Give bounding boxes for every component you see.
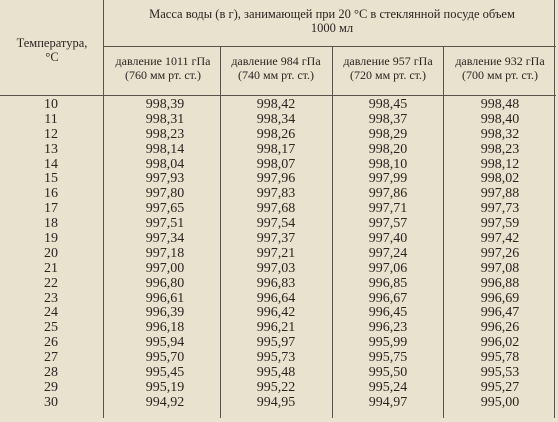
mass-value-cell: 998,31 — [145, 111, 185, 127]
mass-value-cell: 997,40 — [368, 231, 408, 247]
mass-value-cell: 995,19 — [145, 379, 185, 395]
mass-value-cell: 997,42 — [480, 231, 520, 247]
mass-value-cell: 996,23 — [368, 320, 408, 336]
table-row — [0, 112, 556, 127]
mass-value-cell: 997,93 — [145, 171, 185, 187]
temperature-cell: 18 — [44, 216, 58, 232]
temperature-cell: 13 — [44, 141, 58, 157]
mass-value-cell: 995,24 — [368, 379, 408, 395]
mass-value-cell: 998,07 — [256, 156, 296, 172]
table-row — [0, 157, 556, 172]
temperature-cell: 25 — [44, 320, 58, 336]
mass-value-cell: 996,02 — [480, 335, 520, 351]
mass-value-cell: 995,75 — [368, 350, 408, 366]
mass-value-cell: 997,65 — [145, 201, 185, 217]
mass-value-cell: 998,14 — [145, 141, 185, 157]
mass-value-cell: 998,23 — [145, 126, 185, 142]
pressure-header-1 — [106, 54, 220, 82]
mass-value-cell: 998,32 — [480, 126, 520, 142]
mass-value-cell: 997,21 — [256, 245, 296, 261]
mass-value-cell: 998,12 — [480, 156, 520, 172]
pressure-header-2-value: давление 984 гПа — [231, 54, 321, 68]
mass-value-cell: 996,85 — [368, 275, 408, 291]
temperature-cell: 16 — [44, 186, 58, 202]
pressure-header-4-value: давление 932 гПа — [455, 54, 545, 68]
temperature-cell: 22 — [44, 275, 58, 291]
mass-value-cell: 997,18 — [145, 245, 185, 261]
table-row — [0, 261, 556, 276]
mass-value-cell: 998,34 — [256, 111, 296, 127]
pressure-header-3-value: давление 957 гПа — [343, 54, 433, 68]
mass-value-cell: 998,10 — [368, 156, 408, 172]
mass-value-cell: 995,27 — [480, 379, 520, 395]
temperature-cell: 15 — [44, 171, 58, 187]
temperature-header-unit: °C — [45, 50, 59, 64]
table-header — [0, 0, 556, 96]
mass-value-cell: 998,04 — [145, 156, 185, 172]
mass-value-cell: 995,73 — [256, 350, 296, 366]
mass-value-cell: 997,59 — [480, 216, 520, 232]
mass-value-cell: 998,26 — [256, 126, 296, 142]
pressure-header-1-mmhg: (760 мм рт. ст.) — [124, 68, 202, 82]
temperature-cell: 26 — [44, 335, 58, 351]
mass-value-cell: 995,50 — [368, 365, 408, 381]
table-row — [0, 291, 556, 306]
mass-value-cell: 998,40 — [480, 111, 520, 127]
mass-value-cell: 996,45 — [368, 305, 408, 321]
mass-value-cell: 997,96 — [256, 171, 296, 187]
table-row — [0, 216, 556, 231]
pressure-header-2-mmhg: (740 мм рт. ст.) — [237, 68, 315, 82]
pressure-header-2 — [220, 54, 332, 82]
table-row — [0, 142, 556, 157]
mass-value-cell: 998,02 — [480, 171, 520, 187]
temperature-header — [2, 36, 102, 64]
mass-value-cell: 997,08 — [480, 260, 520, 276]
mass-value-cell: 997,68 — [256, 201, 296, 217]
table-row — [0, 395, 556, 410]
temperature-cell: 14 — [44, 156, 58, 172]
temperature-cell: 29 — [44, 379, 58, 395]
mass-header-line2: 1000 мл — [310, 21, 354, 35]
mass-header-line1: Масса воды (в г), занимающей при 20 °С в стеклянной посуде объем — [149, 7, 515, 21]
mass-value-cell: 996,88 — [480, 275, 520, 291]
mass-value-cell: 996,21 — [256, 320, 296, 336]
mass-value-cell: 998,17 — [256, 141, 296, 157]
mass-header — [112, 7, 552, 35]
pressure-header-3-mmhg: (720 мм рт. ст.) — [349, 68, 427, 82]
table-row — [0, 246, 556, 261]
temperature-cell: 28 — [44, 365, 58, 381]
mass-value-cell: 994,92 — [145, 394, 185, 410]
mass-value-cell: 997,73 — [480, 201, 520, 217]
mass-value-cell: 996,83 — [256, 275, 296, 291]
mass-value-cell: 996,69 — [480, 290, 520, 306]
mass-value-cell: 996,67 — [368, 290, 408, 306]
mass-value-cell: 994,95 — [256, 394, 296, 410]
table-row — [0, 97, 556, 112]
mass-value-cell: 997,37 — [256, 231, 296, 247]
mass-value-cell: 997,83 — [256, 186, 296, 202]
table-body — [0, 97, 556, 417]
mass-value-cell: 997,24 — [368, 245, 408, 261]
temperature-cell: 27 — [44, 350, 58, 366]
table-row — [0, 365, 556, 380]
temperature-cell: 24 — [44, 305, 58, 321]
temperature-cell: 19 — [44, 231, 58, 247]
pressure-header-4 — [444, 54, 556, 82]
table-row — [0, 320, 556, 335]
mass-value-cell: 998,23 — [480, 141, 520, 157]
mass-value-cell: 996,39 — [145, 305, 185, 321]
mass-value-cell: 997,86 — [368, 186, 408, 202]
mass-value-cell: 998,48 — [480, 97, 520, 112]
mass-value-cell: 997,88 — [480, 186, 520, 202]
mass-value-cell: 996,64 — [256, 290, 296, 306]
mass-value-cell: 998,39 — [145, 97, 185, 112]
table-row — [0, 171, 556, 186]
mass-value-cell: 997,26 — [480, 245, 520, 261]
temperature-cell: 20 — [44, 245, 58, 261]
mass-value-cell: 996,42 — [256, 305, 296, 321]
header-bottom-rule — [0, 95, 556, 96]
mass-value-cell: 998,29 — [368, 126, 408, 142]
mass-value-cell: 997,99 — [368, 171, 408, 187]
mass-value-cell: 997,57 — [368, 216, 408, 232]
mass-value-cell: 997,71 — [368, 201, 408, 217]
mass-value-cell: 998,45 — [368, 97, 408, 112]
table-row — [0, 335, 556, 350]
mass-value-cell: 997,00 — [145, 260, 185, 276]
mass-value-cell: 994,97 — [368, 394, 408, 410]
table-row — [0, 350, 556, 365]
mass-value-cell: 997,54 — [256, 216, 296, 232]
mass-value-cell: 996,18 — [145, 320, 185, 336]
mass-value-cell: 995,45 — [145, 365, 185, 381]
temperature-cell: 21 — [44, 260, 58, 276]
temperature-cell: 11 — [44, 111, 58, 127]
temperature-cell: 17 — [44, 201, 58, 217]
pressure-header-3 — [333, 54, 443, 82]
mass-value-cell: 995,70 — [145, 350, 185, 366]
mass-value-cell: 995,00 — [480, 394, 520, 410]
mass-value-cell: 998,42 — [256, 97, 296, 112]
mass-value-cell: 995,78 — [480, 350, 520, 366]
table-row — [0, 276, 556, 291]
mass-value-cell: 995,53 — [480, 365, 520, 381]
mass-value-cell: 996,26 — [480, 320, 520, 336]
mass-value-cell: 997,51 — [145, 216, 185, 232]
mass-value-cell: 995,48 — [256, 365, 296, 381]
table-row — [0, 231, 556, 246]
mass-value-cell: 997,34 — [145, 231, 185, 247]
mass-value-cell: 997,80 — [145, 186, 185, 202]
mass-value-cell: 995,94 — [145, 335, 185, 351]
mass-value-cell: 996,80 — [145, 275, 185, 291]
temperature-cell: 23 — [44, 290, 58, 306]
temperature-cell: 10 — [44, 97, 58, 112]
mass-value-cell: 995,22 — [256, 379, 296, 395]
table-row — [0, 201, 556, 216]
temperature-header-label: Температура, — [16, 36, 88, 50]
table-row — [0, 305, 556, 320]
table-row — [0, 127, 556, 142]
pressure-header-1-value: давление 1011 гПа — [115, 54, 211, 68]
mass-value-cell: 998,37 — [368, 111, 408, 127]
table-row — [0, 380, 556, 395]
mass-value-cell: 997,06 — [368, 260, 408, 276]
mass-value-cell: 996,61 — [145, 290, 185, 306]
temperature-cell: 30 — [44, 394, 58, 410]
temperature-cell: 12 — [44, 126, 58, 142]
mass-value-cell: 996,47 — [480, 305, 520, 321]
pressure-header-4-mmhg: (700 мм рт. ст.) — [461, 68, 539, 82]
mass-value-cell: 995,99 — [368, 335, 408, 351]
mass-value-cell: 998,20 — [368, 141, 408, 157]
mass-value-cell: 995,97 — [256, 335, 296, 351]
table-row — [0, 186, 556, 201]
header-divider — [104, 46, 556, 47]
mass-value-cell: 997,03 — [256, 260, 296, 276]
